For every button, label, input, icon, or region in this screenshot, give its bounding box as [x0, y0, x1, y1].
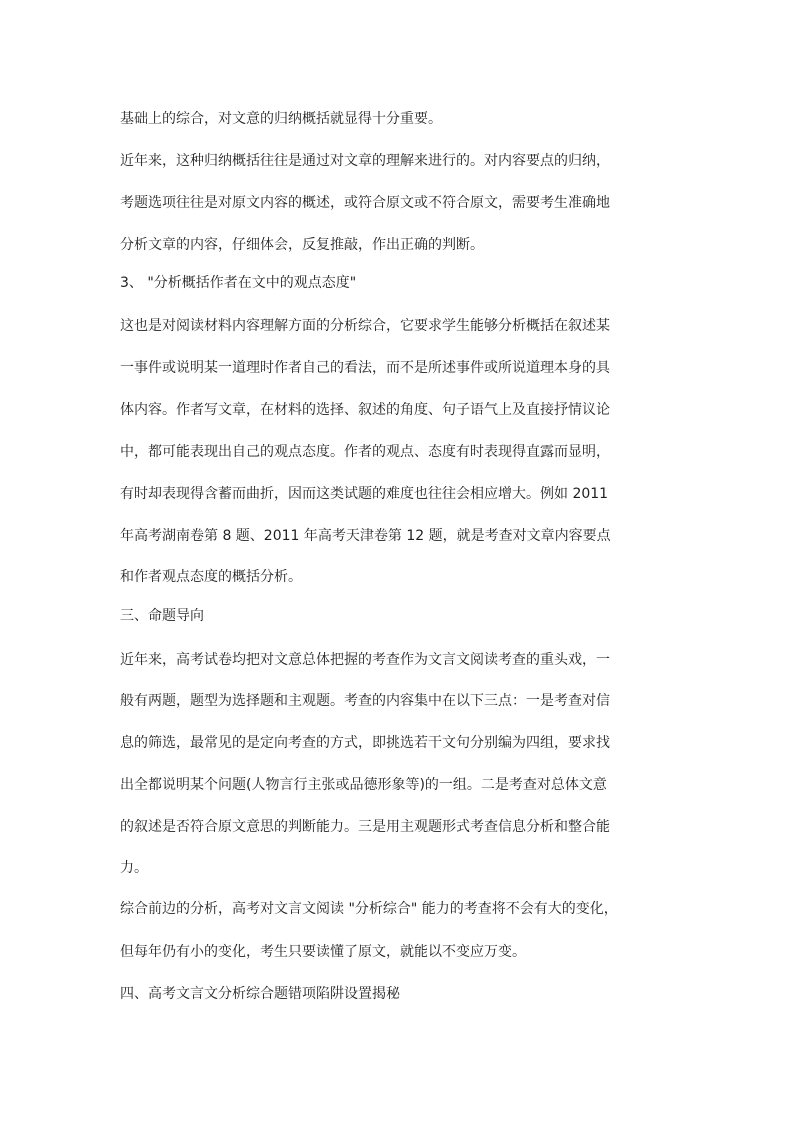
text-line: 近年来，这种归纳概括往往是通过对文章的理解来进行的。对内容要点的归纳， — [120, 153, 610, 169]
text-line: 但每年仍有小的变化，考生只要读懂了原文，就能以不变应万变。 — [120, 944, 526, 960]
section-heading: 三、命题导向 — [120, 608, 204, 624]
text-line: 这也是对阅读材料内容理解方面的分析综合，它要求学生能够分析概括在叙述某 — [120, 318, 610, 334]
text-line: 考题选项往往是对原文内容的概述，或符合原文或不符合原文，需要考生准确地 — [120, 195, 610, 211]
text-line: 分析文章的内容，仔细体会，反复推敲，作出正确的判断。 — [120, 237, 484, 253]
text-line: 体内容。作者写文章，在材料的选择、叙述的角度、句子语气上及直接抒情议论 — [120, 402, 610, 418]
text-line: 中，都可能表现出自己的观点态度。作者的观点、态度有时表现得直露而显明， — [120, 444, 610, 460]
text-line: 息的筛选，最常见的是定向考查的方式，即挑选若干文句分别编为四组，要求找 — [120, 735, 610, 751]
text-line: 综合前边的分析，高考对文言文阅读 "分析综合" 能力的考查将不会有大的变化， — [120, 901, 618, 917]
section-heading: 四、高考文言文分析综合题错项陷阱设置揭秘 — [120, 986, 400, 1002]
text-line: 的叙述是否符合原文意思的判断能力。三是用主观题形式考查信息分析和整合能 — [120, 819, 610, 835]
text-line: 和作者观点态度的概括分析。 — [120, 569, 302, 585]
text-line: 年高考湖南卷第 8 题、2011 年高考天津卷第 12 题，就是考查对文章内容要点 — [120, 528, 611, 544]
section-heading: 3、 "分析概括作者在文中的观点态度" — [120, 275, 357, 291]
text-line: 有时却表现得含蓄而曲折，因而这类试题的难度也往往会相应增大。例如 2011 — [120, 486, 609, 502]
text-line: 出全都说明某个问题(人物言行主张或品德形象等)的一组。二是考查对总体文意 — [120, 777, 607, 793]
text-line: 力。 — [120, 860, 148, 876]
text-line: 般有两题，题型为选择题和主观题。考查的内容集中在以下三点：一是考查对信 — [120, 693, 610, 709]
text-line: 基础上的综合，对文意的归纳概括就显得十分重要。 — [120, 111, 442, 127]
text-line: 近年来，高考试卷均把对文意总体把握的考查作为文言文阅读考查的重头戏，一 — [120, 652, 610, 668]
text-line: 一事件或说明某一道理时作者自己的看法，而不是所述事件或所说道理本身的具 — [120, 360, 610, 376]
